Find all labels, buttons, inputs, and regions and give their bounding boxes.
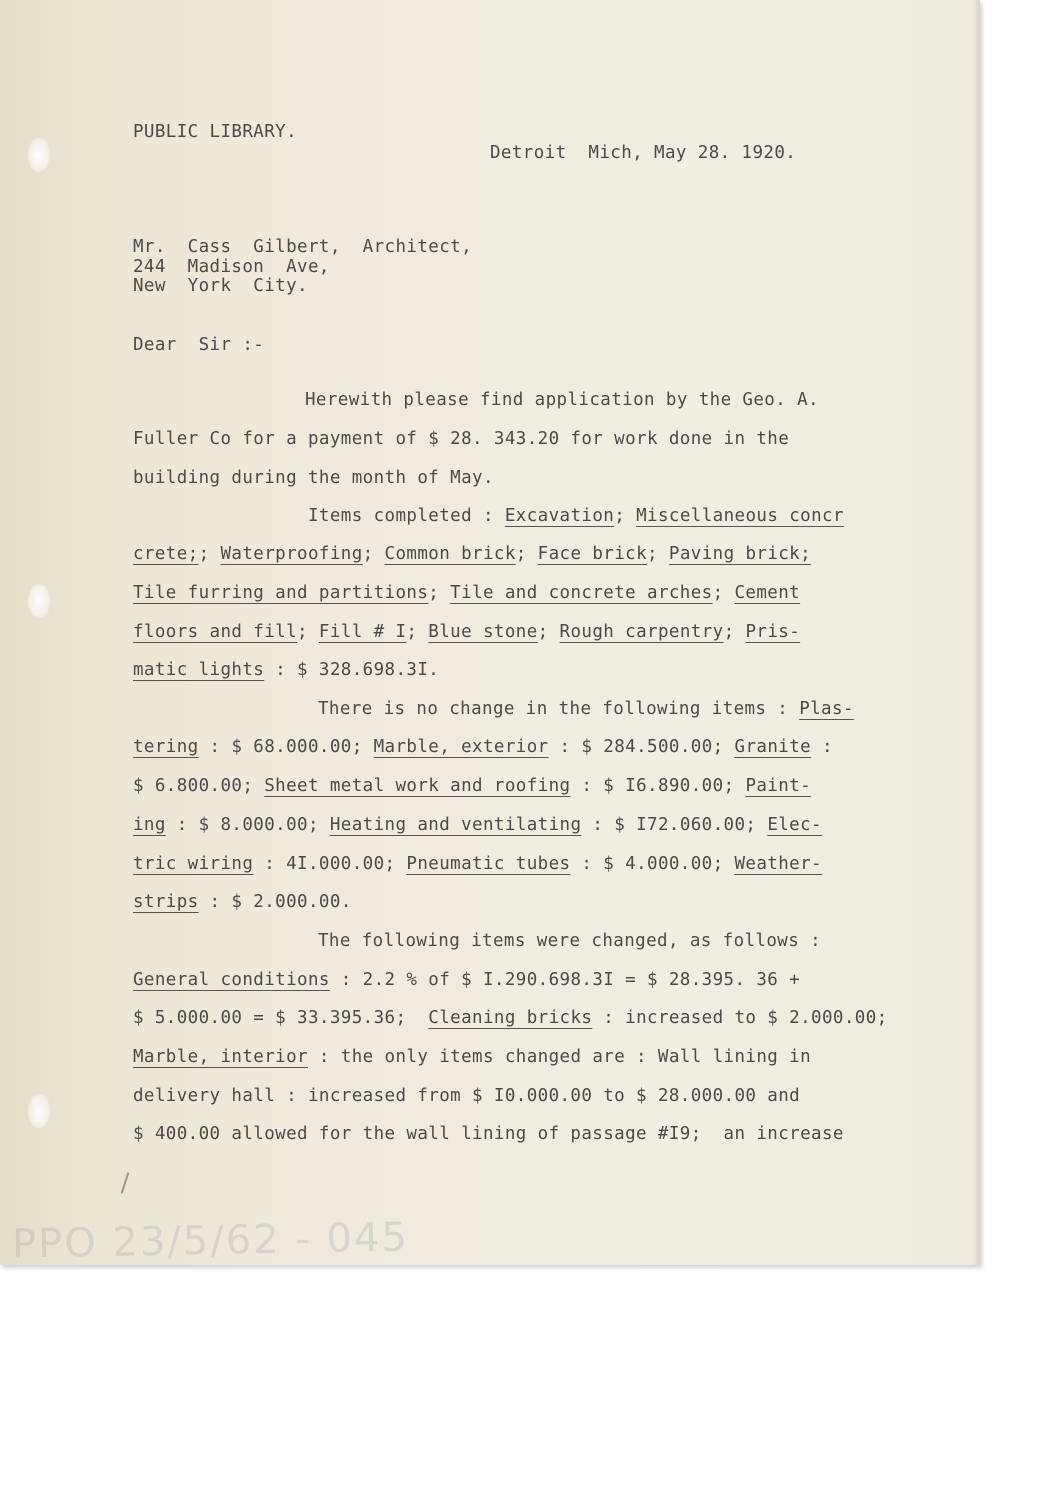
body-line-9 [318, 701, 854, 719]
body-line-11 [133, 778, 811, 796]
text-run: Items completed : [308, 506, 505, 526]
text-run: : $ 2.000.00. [198, 892, 352, 912]
item-prismatic-lights: matic lights [133, 660, 265, 680]
text-run: : 4I.000.00; [253, 854, 407, 874]
item-paving-brick: Paving brick; [668, 544, 812, 564]
item-pneumatic-tubes: Pneumatic tubes [406, 854, 571, 874]
item-painting: Paint- [745, 776, 812, 796]
item-misc-concrete-cont: crete; [133, 544, 199, 564]
recipient-line-1: Mr. Cass Gilbert, Architect, [133, 237, 473, 257]
text-run: ; [515, 544, 538, 564]
text-run: $ 5.000.00 = $ 33.395.36; [133, 1008, 429, 1028]
item-fill-1: Fill # I [318, 622, 407, 642]
item-face-brick: Face brick [537, 544, 648, 564]
text-run: : $ 284.500.00; [548, 737, 735, 757]
item-blue-stone: Blue stone [428, 622, 538, 642]
text-run: ; [198, 544, 221, 564]
item-plastering-cont: tering [133, 737, 199, 757]
body-line-10 [133, 739, 833, 757]
text-run: : $ 4.000.00; [570, 854, 735, 874]
item-common-brick: Common brick [384, 544, 516, 564]
item-electric: Elec- [767, 815, 822, 835]
item-cement: Cement [734, 583, 801, 603]
text-run: ; [614, 506, 637, 526]
body-line-5 [133, 546, 811, 564]
body-line-7 [133, 624, 800, 642]
item-sheet-metal: Sheet metal work and roofing [264, 776, 571, 796]
text-run: ; [537, 622, 560, 642]
punch-hole-middle [28, 584, 50, 618]
item-marble-interior: Marble, interior [133, 1047, 308, 1067]
text-run: ; [712, 583, 735, 603]
page-edge-shadow [972, 0, 980, 1265]
body-line-1: Herewith please find application by the Geo. A. [305, 390, 819, 410]
text-run: : $ I6.890.00; [570, 776, 746, 796]
recipient-line-2: 244 Madison Ave, [133, 257, 330, 277]
item-tile-arches: Tile and concrete arches [450, 583, 713, 603]
text-run: : $ I72.060.00; [581, 815, 768, 835]
text-run: ; [428, 583, 451, 603]
item-general-conditions: General conditions [133, 970, 330, 990]
item-floors-fill: floors and fill [133, 622, 298, 642]
item-painting-cont: ing [133, 815, 166, 835]
item-prismatic: Pris- [745, 622, 801, 642]
item-waterproofing: Waterproofing [220, 544, 363, 564]
punch-hole-bottom [28, 1094, 50, 1128]
text-run: : $ 328.698.3I. [264, 660, 440, 680]
body-line-14 [133, 894, 352, 912]
recipient-line-3: New York City. [133, 276, 308, 296]
item-rough-carpentry: Rough carpentry [559, 622, 724, 642]
archive-stamp: PPO 23/5/62 - 045 [11, 1214, 410, 1268]
item-electric-wiring: tric wiring [133, 854, 254, 874]
body-line-19: delivery hall : increased from $ I0.000.00 to $ 28.000.00 and [133, 1086, 801, 1106]
text-run: : $ 8.000.00; [165, 815, 330, 835]
body-line-15: The following items were changed, as follows : [318, 931, 822, 951]
item-weather-strips: strips [133, 892, 199, 912]
item-granite: Granite [734, 737, 812, 757]
body-line-8 [133, 662, 439, 680]
item-excavation: Excavation [504, 506, 615, 526]
body-line-12 [133, 817, 822, 835]
body-line-2: Fuller Co for a payment of $ 28. 343.20 for work done in the [133, 429, 790, 449]
text-run: ; [297, 622, 319, 642]
place-and-date: Detroit Mich, May 28. 1920. [490, 143, 797, 163]
text-run: : 2.2 % of $ I.290.698.3I = $ 28.395. 36 + [329, 970, 801, 990]
text-run: There is no change in the following items : [318, 699, 800, 719]
item-heating: Heating and ventilating [329, 815, 582, 835]
body-line-18 [133, 1049, 811, 1067]
text-run: $ 6.800.00; [133, 776, 265, 796]
text-run: ; [362, 544, 385, 564]
text-run: : increased to $ 2.000.00; [592, 1008, 888, 1028]
text-run: : $ 68.000.00; [198, 737, 374, 757]
body-line-3: building during the month of May. [133, 468, 494, 488]
body-line-17 [133, 1010, 888, 1028]
body-line-6 [133, 585, 800, 603]
body-line-20: $ 400.00 allowed for the wall lining of passage #I9; an increase [133, 1124, 844, 1144]
item-weather: Weather- [734, 854, 822, 874]
punch-hole-top [28, 138, 50, 172]
text-run: ; [406, 622, 429, 642]
item-plastering: Plas- [799, 699, 854, 719]
item-misc-concrete: Miscellaneous concr [636, 506, 844, 526]
text-run: ; [723, 622, 746, 642]
item-marble-exterior: Marble, exterior [373, 737, 549, 757]
body-line-4 [308, 508, 844, 526]
text-run: : [811, 737, 833, 757]
letter-heading: PUBLIC LIBRARY. [133, 122, 298, 142]
body-line-16 [133, 972, 800, 990]
item-tile-furring: Tile furring and partitions [133, 583, 429, 603]
item-cleaning-bricks: Cleaning bricks [428, 1008, 593, 1028]
text-run: : the only items changed are : Wall lining in [307, 1047, 812, 1067]
pencil-mark [121, 1172, 130, 1194]
salutation: Dear Sir :- [133, 335, 265, 355]
body-line-13 [133, 856, 822, 874]
text-run: ; [647, 544, 669, 564]
